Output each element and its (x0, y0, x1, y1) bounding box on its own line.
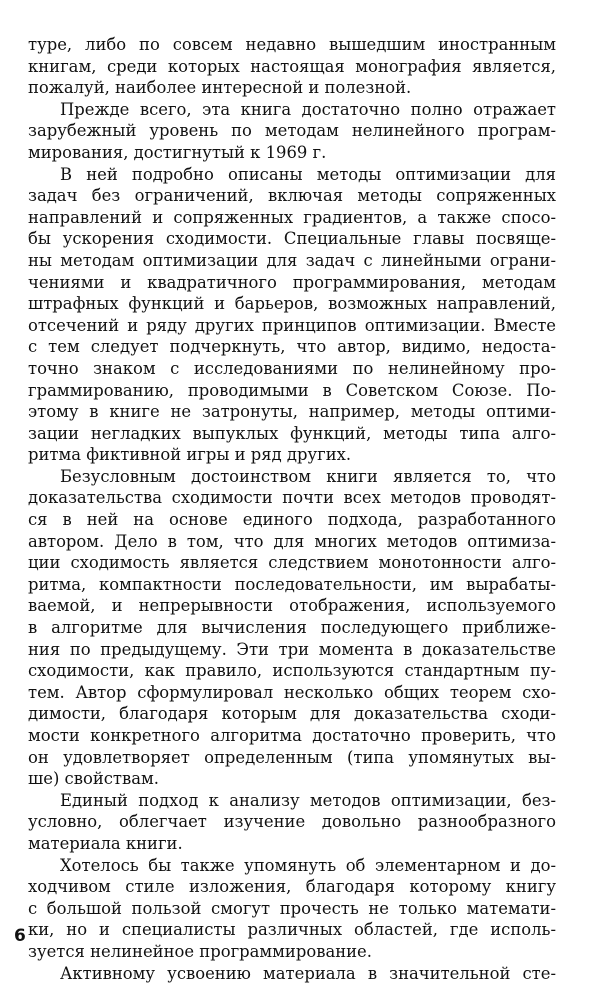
text-line: зуется нелинейное программирование. (28, 941, 372, 961)
text-line: Хотелось бы также упомянуть об элементарном и до- (60, 855, 556, 875)
text-line: Активному усвоению материала в значительной сте- (60, 963, 556, 983)
paragraph-methods (28, 164, 556, 466)
text-line: направлений и сопряженных градиентов, а также спосо- (28, 207, 556, 227)
text-line: материала книги. (28, 833, 183, 853)
text-line: димости, благодаря которым для доказательства сходи- (28, 704, 556, 724)
text-line: ритма фиктивной игры и ряд других. (28, 445, 352, 465)
text-line: ся в ней на основе единого подхода, разработанного (28, 510, 556, 530)
text-line: ритма, компактности последовательности, им вырабаты- (28, 574, 556, 594)
text-line: мости конкретного алгоритма достаточно проверить, что (28, 726, 556, 745)
text-line: Единый подход к анализу методов оптимизации, без- (60, 790, 556, 810)
text-line: задач без ограничений, включая методы сопряженных (28, 186, 556, 206)
text-line: с тем следует подчеркнуть, что автор, видимо, недоста- (28, 337, 556, 357)
text-line: пожалуй, наиболее интересной и полезной. (28, 78, 412, 98)
text-line: он удовлетворяет определенным (типа упомянутых вы- (28, 747, 556, 767)
text-line: отсечений и ряду других принципов оптимизации. Вместе (28, 315, 556, 335)
text-line: автором. Дело в том, что для многих методов оптимиза- (28, 531, 556, 551)
text-line: чениями и квадратичного программирования, методам (28, 272, 556, 292)
text-line: В ней подробно описаны методы оптимизации для (60, 164, 556, 184)
text-line: мирования, достигнутый к 1969 г. (28, 142, 327, 162)
text-line: точно знаком с исследованиями по нелинейному про- (28, 358, 556, 378)
text-line: бы ускорения сходимости. Специальные главы посвяще- (28, 229, 556, 249)
text-line: ше) свойствам. (28, 769, 159, 789)
text-line: Безусловным достоинством книги является то, что (60, 466, 556, 486)
paragraph-convergence (28, 466, 556, 790)
text-line: тем. Автор сформулировал несколько общих теорем схо- (28, 682, 556, 702)
paragraph-style (28, 855, 556, 963)
text-line: штрафных функций и барьеров, возможных направлений, (28, 294, 556, 314)
text-line: книгам, среди которых настоящая монография является, (28, 56, 556, 76)
text-line: условно, облегчает изучение довольно разнообразного (28, 812, 556, 832)
text-line: зарубежный уровень по методам нелинейного програм- (28, 121, 556, 141)
page-body (28, 34, 556, 983)
text-line: в алгоритме для вычисления последующего приближе- (28, 618, 556, 638)
text-line: Прежде всего, эта книга достаточно полно отражает (60, 99, 556, 119)
text-line: граммированию, проводимыми в Советском Союзе. По- (28, 380, 556, 400)
text-line: ции сходимость является следствием монотонности алго- (28, 553, 556, 573)
text-line: ны методам оптимизации для задач с линейными ограни- (28, 250, 556, 270)
text-line: доказательства сходимости почти всех методов проводят- (28, 488, 556, 508)
paragraph-continuation (28, 34, 556, 99)
text-line: сходимости, как правило, используются стандартным пу- (28, 661, 556, 681)
page-number: 6 (14, 926, 26, 946)
text-line: зации негладких выпуклых функций, методы типа алго- (28, 423, 556, 443)
text-line: ходчивом стиле изложения, благодаря которому книгу (28, 877, 556, 897)
text-line: ния по предыдущему. Эти три момента в доказательстве (28, 639, 556, 659)
text-line: с большой пользой смогут прочесть не только математи- (28, 898, 556, 918)
paragraph-active-learning (28, 963, 556, 984)
text-line: туре, либо по совсем недавно вышедшим иностранным (28, 35, 556, 54)
paragraph-unified-approach (28, 790, 556, 855)
paragraph-level (28, 99, 556, 164)
text-line: этому в книге не затронуты, например, методы оптими- (28, 402, 556, 422)
text-line: ки, но и специалисты различных областей, где исполь- (28, 920, 556, 940)
text-line: ваемой, и непрерывности отображения, используемого (28, 596, 556, 616)
